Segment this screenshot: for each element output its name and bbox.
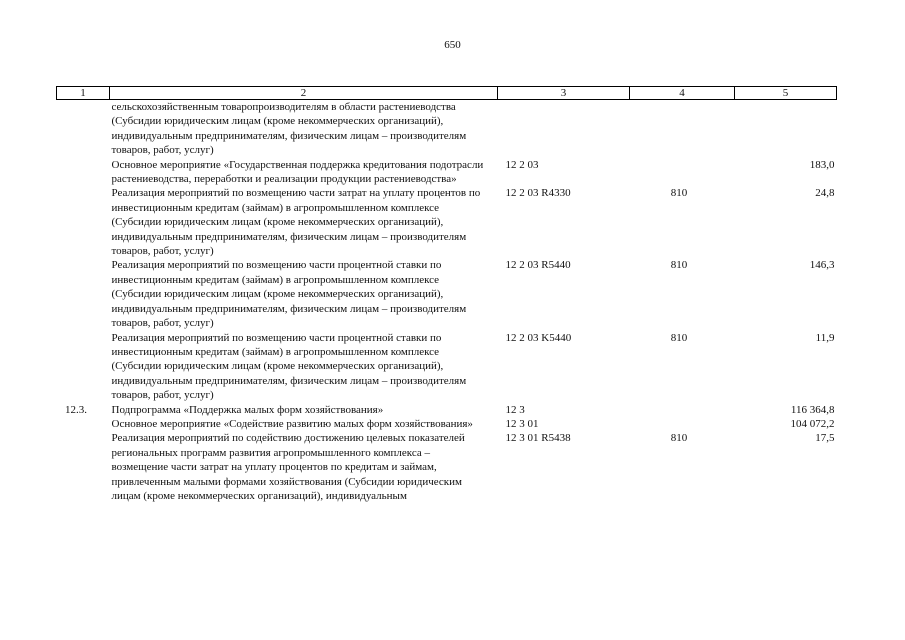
row-description: сельскохозяйственным товаропроизводителям в области растениеводства (Субсидии юридическим лицам (кроме некоммерческих организаций), индивидуальным предпринимателям, физическим лицам – производителям товаров, работ, услуг)	[111, 101, 467, 157]
column-header-2: 2	[110, 87, 498, 100]
row-description: Реализация мероприятий по возмещению части затрат на уплату процентов по инвестиционным кредитам (займам) в агропромышленном комплексе (Субсидии юридическим лицам (кроме некоммерческих организаций), индивидуальным предпринимателям, физическим лицам – производителям товаров, работ, услуг)	[111, 187, 481, 258]
row-amount: 104 072,2	[790, 417, 835, 430]
row-expense-type: 810	[670, 331, 688, 344]
table-row	[57, 331, 837, 403]
row-number: 12.3.	[65, 403, 87, 416]
row-amount: 24,8	[815, 187, 835, 200]
row-description: Реализация мероприятий по возмещению части процентной ставки по инвестиционным кредитам (займам) в агропромышленном комплексе (Субсидии юридическим лицам (кроме некоммерческих организаций), индивидуальным предпринимателям, физическим лицам – производителям товаров, работ, услуг)	[111, 259, 467, 330]
row-description: Основное мероприятие «Государственная поддержка кредитования подотрасли растениеводства, переработки и реализации продукции растениеводства»	[111, 158, 484, 186]
row-amount	[735, 100, 837, 158]
row-number	[57, 258, 110, 330]
row-description: Основное мероприятие «Содействие развитию малых форм хозяйствования»	[111, 417, 473, 430]
table-row	[57, 158, 837, 187]
column-header-4: 4	[630, 87, 735, 100]
budget-table	[56, 86, 837, 503]
row-description: Реализация мероприятий по содействию достижению целевых показателей региональных программ развития агропромышленного комплекса – возмещение части затрат на уплату процентов по кредитам и займам, привлеченным малыми формами хозяйствования (Субсидии юридическим лицам (кроме некоммерческих организаций), индивидуальным	[111, 432, 465, 502]
row-expense-type: 810	[670, 187, 688, 200]
row-amount: 11,9	[815, 331, 835, 344]
row-expense-type	[630, 403, 735, 417]
row-amount: 146,3	[809, 259, 835, 272]
column-header-1: 1	[57, 87, 110, 100]
row-budget-code: 12 2 03 R4330	[505, 187, 571, 200]
page-number: 650	[444, 39, 461, 51]
row-budget-code: 12 3 01	[505, 417, 539, 430]
table-row	[57, 403, 837, 417]
row-description: Реализация мероприятий по возмещению части процентной ставки по инвестиционным кредитам (займам) в агропромышленном комплексе (Субсидии юридическим лицам (кроме некоммерческих организаций), индивидуальным предпринимателям, физическим лицам – производителям товаров, работ, услуг)	[111, 331, 467, 402]
row-budget-code	[498, 100, 630, 158]
row-amount: 17,5	[815, 432, 835, 445]
row-expense-type	[630, 100, 735, 158]
row-number	[57, 100, 110, 158]
column-header-3: 3	[498, 87, 630, 100]
row-number	[57, 186, 110, 258]
row-budget-code: 12 3 01 R5438	[505, 432, 571, 445]
row-description: Подпрограмма «Поддержка малых форм хозяйствования»	[111, 403, 384, 416]
row-amount: 116 364,8	[790, 403, 835, 416]
column-number-header-row	[57, 87, 837, 100]
row-number	[57, 331, 110, 403]
row-budget-code: 12 2 03 K5440	[505, 331, 572, 344]
row-budget-code: 12 3	[505, 403, 525, 416]
table-row	[57, 100, 837, 158]
row-expense-type	[630, 417, 735, 431]
column-header-5: 5	[735, 87, 837, 100]
row-number	[57, 417, 110, 431]
row-number	[57, 431, 110, 503]
row-expense-type	[630, 158, 735, 187]
row-number	[57, 158, 110, 187]
row-expense-type: 810	[670, 432, 688, 445]
row-budget-code: 12 2 03 R5440	[505, 259, 571, 272]
table-row	[57, 258, 837, 330]
row-budget-code: 12 2 03	[505, 158, 539, 171]
table-row	[57, 186, 837, 258]
row-amount: 183,0	[809, 158, 835, 171]
table-row	[57, 417, 837, 431]
row-expense-type: 810	[670, 259, 688, 272]
table-row	[57, 431, 837, 503]
